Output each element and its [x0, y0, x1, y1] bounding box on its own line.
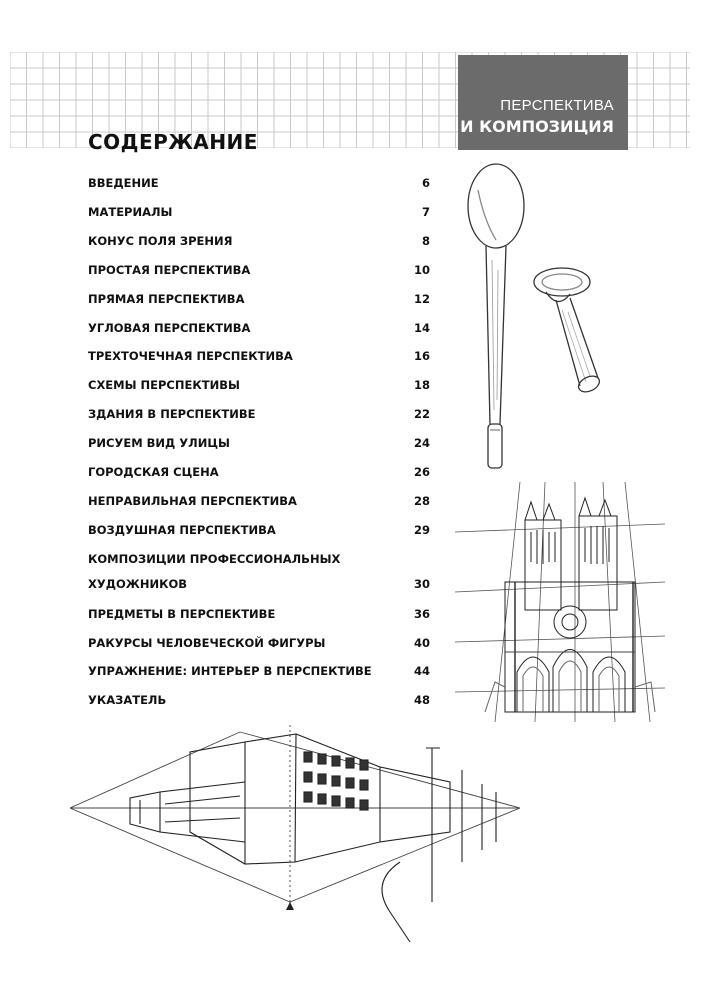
toc-entry-page: 10 [413, 262, 430, 277]
toc-entry[interactable] [88, 321, 430, 343]
toc-entry-title: ПРОСТАЯ ПЕРСПЕКТИВА [88, 262, 251, 277]
toc-entry-title: КОНУС ПОЛЯ ЗРЕНИЯ [88, 233, 233, 248]
toc-entry-page: 7 [421, 204, 430, 219]
building-window [318, 794, 326, 804]
toc-entry-page: 29 [413, 522, 430, 537]
toc-entry[interactable] [88, 407, 430, 429]
toc-entry-title: МАТЕРИАЛЫ [88, 204, 173, 219]
series-line-2: И КОМПОЗИЦИЯ [460, 117, 614, 136]
toc-entry-title: ВОЗДУШНАЯ ПЕРСПЕКТИВА [88, 522, 276, 537]
toc-entry[interactable] [88, 607, 430, 629]
toc-entry[interactable] [88, 523, 430, 545]
toc-entry-page: 44 [413, 664, 430, 679]
toc-entry-page: 14 [413, 320, 430, 335]
toc-entry-title: ПРЯМАЯ ПЕРСПЕКТИВА [88, 291, 245, 306]
toc-entry[interactable] [88, 349, 430, 371]
series-line-1: ПЕРСПЕКТИВА [500, 97, 614, 114]
toc-entry-page: 16 [413, 349, 430, 364]
spoons-illustration [462, 160, 622, 480]
building-window [332, 756, 340, 766]
toc-entry-page: 22 [413, 407, 430, 422]
toc-entry-title: ПРЕДМЕТЫ В ПЕРСПЕКТИВЕ [88, 606, 276, 621]
toc-entry-page: 30 [413, 576, 430, 591]
toc-entry-title: ТРЕХТОЧЕЧНАЯ ПЕРСПЕКТИВА [88, 349, 293, 364]
toc-entry-page: 26 [413, 465, 430, 479]
toc-entry-title-line2: ХУДОЖНИКОВ [88, 576, 188, 591]
toc-entry[interactable] [88, 234, 430, 256]
building-window [318, 754, 326, 764]
building-window [304, 792, 312, 802]
toc-entry-page: 36 [413, 606, 430, 621]
building-window [346, 798, 354, 808]
cathedral-illustration [455, 482, 665, 722]
toc-entry[interactable] [88, 436, 430, 458]
toc-entry-title: РИСУЕМ ВИД УЛИЦЫ [88, 436, 230, 451]
toc-entry-title: ВВЕДЕНИЕ [88, 176, 159, 190]
building-window [332, 776, 340, 786]
toc-entry[interactable] [88, 636, 430, 658]
building-window [304, 752, 312, 762]
series-banner [458, 55, 628, 150]
building-window [346, 758, 354, 768]
building-window [318, 774, 326, 784]
toc-entry-title: НЕПРАВИЛЬНАЯ ПЕРСПЕКТИВА [88, 493, 297, 508]
toc-entry-page: 8 [421, 233, 430, 248]
page-title: СОДЕРЖАНИЕ [88, 130, 258, 154]
toc-entry-page: 48 [413, 693, 430, 708]
toc-entry[interactable] [88, 292, 430, 314]
building-window [360, 780, 368, 790]
toc-entry-title: УГЛОВАЯ ПЕРСПЕКТИВА [88, 320, 251, 335]
toc-entry-page: 12 [413, 291, 430, 306]
building-window [332, 796, 340, 806]
building-window [360, 800, 368, 810]
toc-entry-page: 6 [421, 176, 430, 190]
toc-entry-title: КОМПОЗИЦИИ ПРОФЕССИОНАЛЬНЫХ [88, 551, 341, 566]
toc-entry[interactable] [88, 494, 430, 516]
toc-entry[interactable] [88, 664, 430, 686]
toc-entry[interactable] [88, 378, 430, 400]
toc-entry-title: ГОРОДСКАЯ СЦЕНА [88, 465, 219, 479]
toc-entry[interactable] [88, 176, 430, 198]
building-window [360, 760, 368, 770]
building-window [346, 778, 354, 788]
toc-entry[interactable] [88, 551, 430, 591]
toc-entry-page: 18 [413, 378, 430, 393]
toc-entry[interactable] [88, 263, 430, 285]
toc-entry-title: РАКУРСЫ ЧЕЛОВЕЧЕСКОЙ ФИГУРЫ [88, 635, 326, 650]
toc-entry-page: 24 [413, 436, 430, 451]
toc-entry-title: СХЕМЫ ПЕРСПЕКТИВЫ [88, 378, 240, 393]
toc-entry-title: УПРАЖНЕНИЕ: ИНТЕРЬЕР В ПЕРСПЕКТИВЕ [88, 664, 372, 679]
toc-entry-title: ЗДАНИЯ В ПЕРСПЕКТИВЕ [88, 407, 256, 422]
toc-entry[interactable] [88, 205, 430, 227]
toc-entry[interactable] [88, 465, 430, 487]
toc-entry-title: УКАЗАТЕЛЬ [88, 693, 167, 708]
street-illustration [70, 712, 530, 952]
toc-entry-page: 40 [413, 635, 430, 650]
building-window [304, 772, 312, 782]
toc-entry-page: 28 [413, 493, 430, 508]
